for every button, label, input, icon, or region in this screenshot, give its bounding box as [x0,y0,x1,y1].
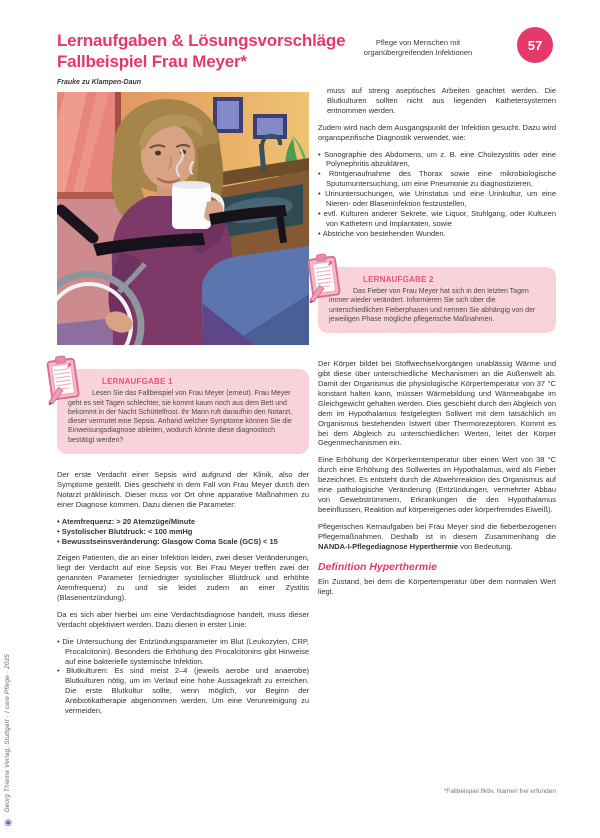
list-item: • Systolischer Blutdruck: < 100 mmHg [57,527,309,537]
chapter-header [328,38,508,57]
lernaufgabe-1-text: Lesen Sie das Fallbeispiel von Frau Meyer (erneut). Frau Meyer geht es seit Tagen schlechter, sie kommt kaum noch aus dem Bett und bekommt in der Nacht Schüttelfrost. Ihr Mann ruft daraufhin den Notarzt, dieser vermutet eine Sepsis. Anhand welcher Symptome können Sie die Einweisungsdiagnose ableiten, wodurch könnte diese diagnostisch bestätigt werden? [68,390,293,444]
parameter-list [57,517,309,547]
definition-heading: Definition Hyperthermie [318,561,438,574]
paragraph-ausgangspunkt: Zudem wird nach dem Ausgangspunkt der Infektion gesucht. Dazu wird organspezifische Diagnostik verwendet, wie: [318,122,556,142]
page-title-line2: Fallbeispiel Frau Meyer* [57,52,247,71]
list-item: • Urinuntersuchungen, wie Urinstatus und eine Urinkultur, um eine Nieren- oder Blaseninfektion festzustellen, [318,189,556,209]
chapter-line2: organübergreifenden Infektionen [363,47,473,57]
illustration-frau-meyer [57,92,309,345]
list-item: • Bewusstseinsveränderung: Glasgow Coma Scale (GCS) < 15 [57,537,309,547]
paragraph-zwei-parameter: Zeigen Patienten, die an einer Infektion leiden, zwei dieser Veränderungen, liegt der Verdacht auf eine Sepsis vor. Bei Frau Meyer treffen zwei der genannten Parameter (erniedrigter systolischer Blutdruck und erhöhte Atemfrequenz) zu und sie leidet zudem an einer Zystitis (Blasenentzündung). [57,553,309,603]
clipboard-pencil-icon [306,253,344,303]
lernaufgabe-1-box [57,369,309,454]
paragraph-sepsis-verdacht: Der erste Verdacht einer Sepsis wird aufgrund der Klinik, also der Symptome gestellt. Dies geschieht in dem Fall von Frau Meyer durch den Notarzt präklinisch. Dieser muss vor Ort ohne apparative Maßnahmen zu einer Diagnose kommen. Dazu dienen die Parameter: [57,470,309,509]
lernaufgabe-2-heading: LERNAUFGABE 2 [363,274,434,284]
paragraph-waermeregulation: Der Körper bildet bei Stoffwechselvorgängen unablässig Wärme und gibt diese über unterschiedliche Mechanismen an die Außenwelt ab. Damit der Organismus die physiologische Körpertemperatur von 37 °C konstant halten kann, müssen Wärmebildung und Wärmeabgabe im Gleichgewicht gehalten werden. Dies geschieht durch den Abgleich von dem im Hypothalamus festgelegten Sollwert mit dem tatsächlich im Organismus bestehenden Istwert über Thermorezeptoren. Kommt es bei dem Abgleich zu unterschiedlichen Werten, leitet der Körper Gegenmechanismen ein. [318,359,556,448]
thieme-flower-logo: ❀ [4,818,13,829]
list-item: • Atemfrequenz: > 20 Atemzüge/Minute [57,517,309,527]
organdiagnostik-list [318,150,556,239]
footnote: *Fallbeispiel fiktiv, Namen frei erfunden [443,788,556,795]
page-number-badge: 57 [517,27,553,63]
page-title-line1: Lernaufgaben & Lösungsvorschläge [57,31,346,50]
page-title [57,30,345,72]
paragraph-nanda: Pflegerischen Kernaufgaben bei Frau Meyer sind die fieberbezogenen Pflegemaßnahmen. Deshalb ist in diesem Zusammenhang die NANDA-I-Pflegediagnose Hyperthermie von Bedeutung. [318,521,556,551]
imprint-vertical-text: Georg Thieme Verlag, Stuttgart · I care Pflege · 2025 [4,653,11,812]
list-item: • Die Untersuchung der Entzündungsparameter im Blut (Leukozyten, CRP, Procalcitonin). Besonders die Erhöhung des Procalcitonins gibt Hinweise auf eine bakterielle systemische Infektion. [57,637,309,667]
clipboard-pencil-icon [45,355,83,405]
lernaufgabe-1-heading: LERNAUFGABE 1 [102,377,173,386]
diagnostik-list [57,637,309,716]
right-column [318,86,556,604]
list-item: • evtl. Kulturen anderer Sekrete, wie Liquor, Stuhlgang, oder Kulturen von Kathetern und Implantaten, sowie [318,209,556,229]
list-item: • Röntgenaufnahme des Thorax sowie eine mikrobiologische Sputumuntersuchung, um eine Pneumonie zu diagnostizieren, [318,169,556,189]
left-column [57,92,309,723]
paragraph-verdachtsdiagnose: Da es sich aber hierbei um eine Verdachtsdiagnose handelt, muss dieser Verdacht objektiviert werden. Dazu dienen in erster Linie: [57,609,309,629]
paragraph-fieber-definition: Eine Erhöhung der Körperkerntemperatur über einen Wert von 38 °C durch eine Erhöhung des Sollwertes im Hypothalamus, wird als Fieber bezeichnet. Es entsteht durch die Abwehrreaktion des Organismus auf eine pathologische Veränderung (Entzündungen, vermehrter Abbau von Gewebstrümmern, Erkrankungen die den Hypothalamus beeinflussen, Reaktion auf körpereigenes oder körperfremdes Eiweiß). [318,455,556,514]
list-item: • Abstriche von bestehenden Wunden. [318,229,556,239]
author-name: Frauke zu Klampen-Daun [57,79,142,86]
definition-text: Ein Zustand, bei dem die Körpertemperatur über dem normalen Wert liegt. [318,577,556,597]
lernaufgabe-2-box [318,267,556,333]
chapter-line1: Pflege von Menschen mit [375,38,461,47]
lernaufgabe-2-text: Das Fieber von Frau Meyer hat sich in den letzten Tagen immer wieder verändert. Informieren Sie sich über die unterschiedlichen Fieberphasen und nennen Sie abhängig von der jeweiligen Phase mögliche pflegerische Maßnahmen. [329,287,536,323]
list-item: • Blutkulturen: Es sind meist 2–4 (jeweils aerobe und anaerobe) Blutkulturen nötig, um im Verlauf eine hohe Aussagekraft zu erreichen. Die erste Blutkultur sollte, wenn möglich, vor Beginn der Antibiotikatherapie abgenommen werden. Um eine Verunreinigung zu vermeiden, [57,666,309,716]
nanda-diagnose-bold: NANDA-I-Pflegediagnose Hyperthermie [318,541,459,551]
paragraph-blutkultur-fortsetzung: muss auf streng aseptisches Arbeiten geachtet werden. Die Blutkulturen sollten nicht aus liegenden Kathetersystemen entnommen werden. [327,86,556,115]
list-item: • Sonographie des Abdomens, um z. B. eine Cholezystitis oder eine Polynephritis abzuklären, [318,150,556,170]
